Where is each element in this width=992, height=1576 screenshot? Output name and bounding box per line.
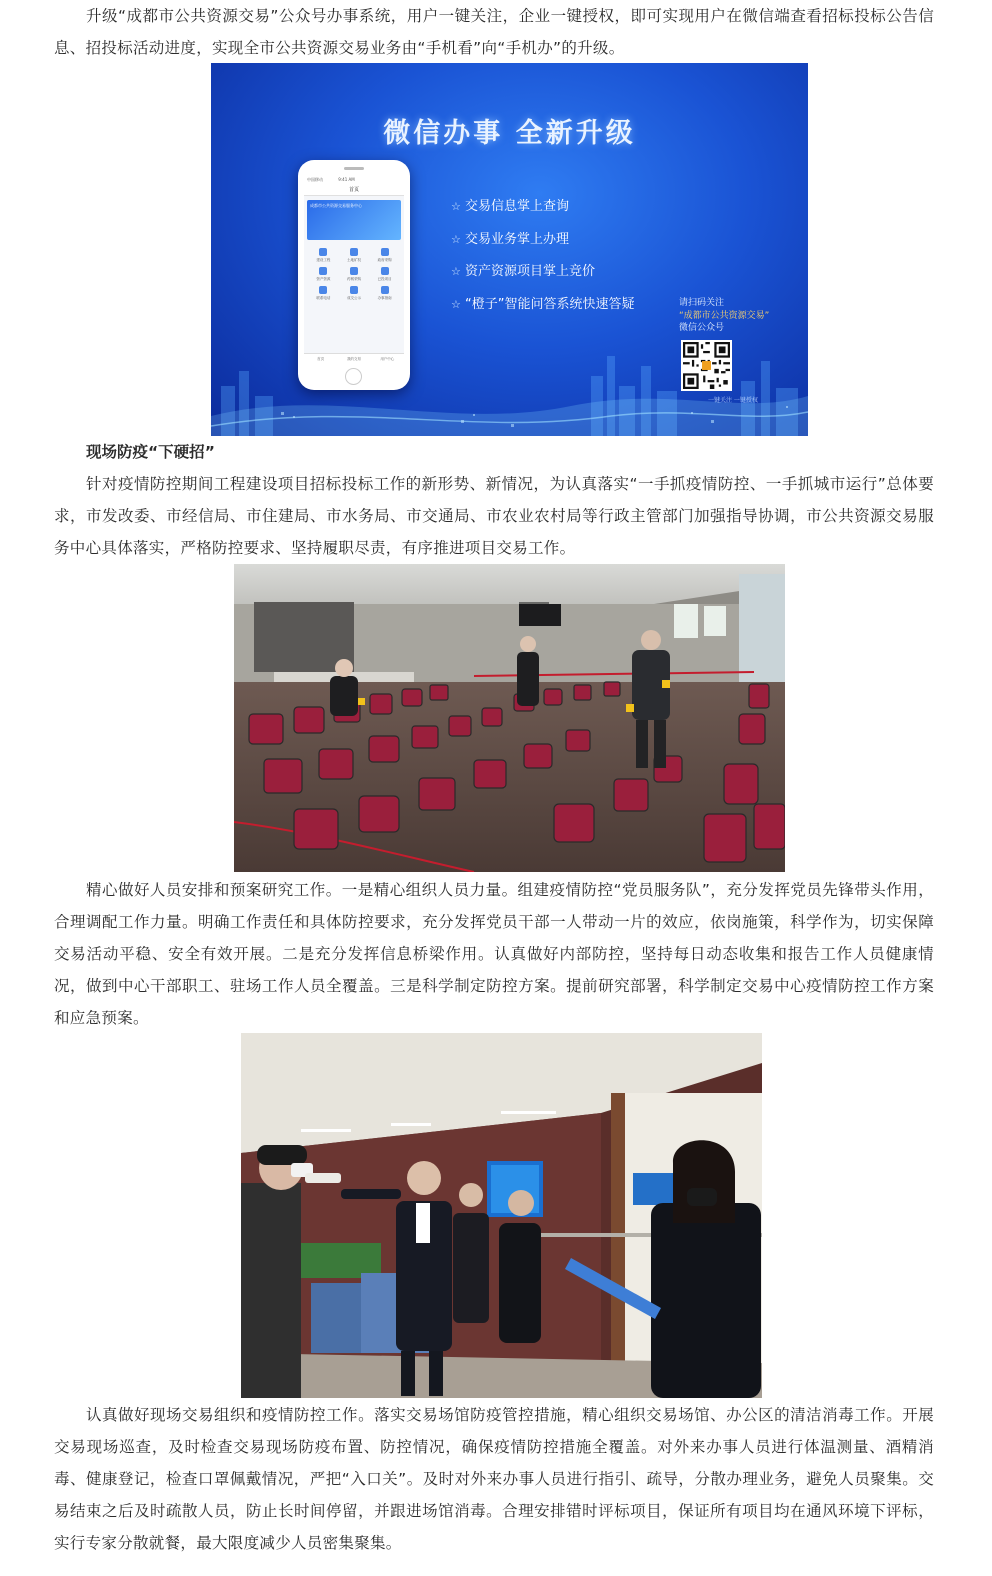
star-icon: ☆ — [451, 200, 461, 213]
phone-tab: 用户中心 — [380, 357, 395, 361]
phone-tab-bar — [304, 353, 404, 365]
phone-home-button — [345, 368, 362, 385]
phone-carrier: 中国移动 — [307, 177, 323, 182]
phone-grid-item: 建设工程 — [308, 248, 339, 263]
phone-grid-item: 已投项目 — [369, 267, 400, 282]
project-icon — [381, 267, 389, 275]
phone-tab: 首页 — [317, 357, 325, 361]
phone-title: 首页 — [304, 185, 404, 196]
body-paragraph: 针对疫情防控期间工程建设项目招标投标工作的新形势、新情况，为认真落实“一手抓疫情防控、一手抓城市运行”总体要求，市发改委、市经信局、市住建局、市水务局、市交通局、市农业农村局等行政主管部门加强指导协调，市公共资源交易服务中心具体落实，严格防控要求、坚持履职尽责，有序推进项目交易工作。 — [54, 475, 934, 557]
phone-grid-item: 政府采购 — [369, 248, 400, 263]
qr-footer: 一键关注 一键授权 — [708, 397, 758, 404]
phone-status-bar — [304, 177, 404, 185]
phone-speaker — [344, 167, 364, 170]
phone-grid-item: 办事指南 — [369, 286, 400, 301]
entry-temperature-check-photo — [241, 1033, 762, 1398]
qr-code — [681, 340, 732, 391]
star-icon: ☆ — [451, 297, 461, 311]
guide-icon — [381, 286, 389, 294]
star-icon: ☆ — [451, 232, 461, 246]
phone-hero-image — [307, 200, 401, 240]
notice-icon — [350, 286, 358, 294]
intro-paragraph: 升级“成都市公共资源交易”公众号办事系统，用户一键关注，企业一键授权，即可实现用户在微信端查看招标投标公告信息、招投标活动进度，实现全市公共资源交易业务由“手机看”向“手机办”的升级。 — [54, 7, 934, 57]
phone-tab: 我的交易 — [346, 357, 361, 361]
section-heading: 现场防疫“下硬招” — [86, 443, 215, 461]
wechat-upgrade-banner — [211, 63, 808, 436]
feature-item: ☆ 交易业务掌上办理 — [451, 231, 570, 247]
phone-mockup — [298, 160, 410, 390]
phone-grid-item: 资产资源 — [308, 267, 339, 282]
feature-item: ☆ 资产资源项目掌上竞价 — [451, 264, 596, 279]
building-icon — [319, 248, 327, 256]
qr-caption: 请扫码关注 “成都市公共资源交易” 微信公众号 — [679, 298, 770, 333]
land-icon — [350, 248, 358, 256]
phone-grid-item: 土地矿权 — [339, 248, 370, 263]
cart-icon — [381, 248, 389, 256]
phone-function-grid — [304, 240, 404, 301]
phone-grid-item: 药械采购 — [339, 267, 370, 282]
body-paragraph: 精心做好人员安排和预案研究工作。一是精心组织人员力量。组建疫情防控“党员服务队”，充分发挥党员先锋带头作用，合理调配工作力量。明确工作责任和具体防控要求，充分发挥党员干部一人带动一片的效应，依岗施策，科学作为，切实保障交易活动平稳、安全有效开展。二是充分发挥信息桥梁作用。认真做好内部防控，坚持每日动态收集和报告工作人员健康情况，做到中心干部职工、驻场工作人员全覆盖。三是科学制定防控方案。提前研究部署，科学制定交易中心疫情防控工作方案和应急预案。 — [54, 881, 934, 1027]
banner-title: 微信办事 全新升级 — [383, 118, 636, 149]
asset-icon — [319, 267, 327, 275]
body-paragraph: 认真做好现场交易组织和疫情防控工作。落实交易场馆防疫管控措施，精心组织交易场馆、办公区的清洁消毒工作。开展交易现场巡查，及时检查交易现场防疫布置、防控情况，确保疫情防控措施全覆盖。对外来办事人员进行体温测量、酒精消毒、健康登记，检查口罩佩戴情况，严把“入口关”。及时对外来办事人员进行指引、疏导，分散办理业务，避免人员聚集。交易结束之后及时疏散人员，防止长时间停留，并跟进场馆消毒。合理安排错时评标项目，保证所有项目均在通风环境下评标，实行专家分散就餐，最大限度减少人员密集聚集。 — [54, 1406, 934, 1552]
phone-grid-item: 联系电话 — [308, 286, 339, 301]
feature-list — [451, 195, 634, 325]
star-icon: ☆ — [451, 265, 461, 278]
qr-code-pattern — [683, 342, 730, 389]
phone-screen — [304, 177, 404, 365]
medicine-icon — [350, 267, 358, 275]
phone-icon — [319, 286, 327, 294]
disinfection-hall-photo — [234, 564, 785, 872]
feature-item: ☆ “橙子”智能问答系统快速答疑 — [451, 296, 635, 312]
phone-hero-text: 成都市公共资源交易服务中心 — [310, 203, 362, 208]
feature-item: ☆ 交易信息掌上查询 — [451, 199, 570, 214]
phone-time: 9:41 AM — [338, 177, 355, 182]
phone-grid-item: 成交公示 — [339, 286, 370, 301]
